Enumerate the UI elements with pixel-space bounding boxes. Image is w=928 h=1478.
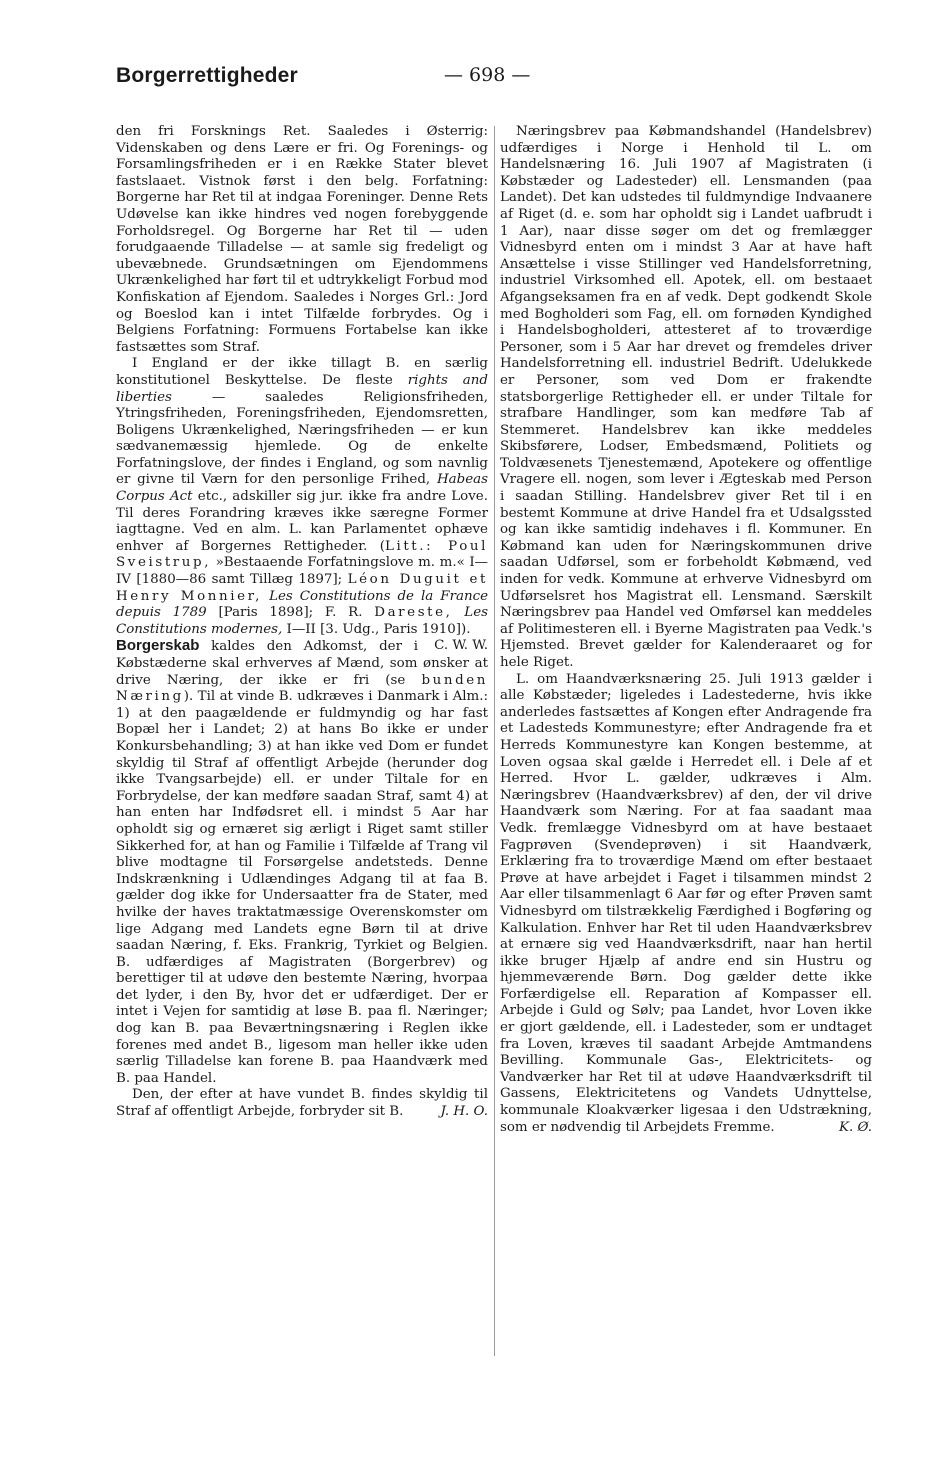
author-signature: J. H. O. bbox=[440, 1104, 488, 1120]
paragraph-text: I England er der ikke tillagt B. en særlig konstitutionel Beskyttelse. De fleste bbox=[116, 356, 488, 388]
italic-title: Les Constitutions modernes, bbox=[116, 605, 488, 637]
paragraph-text: [Paris 1898]; F. R. bbox=[206, 605, 375, 621]
paragraph-text: ). Til at vinde B. udkræves i Danmark i Alm.: 1) at den paagældende er fuldmyndig og har fast Bopæl her i Landet; 2) at hans Bo ikke er under Konkursbehandling; 3) at han ikke ved Dom er fundet skyldig til Straf af offentligt Arbejde (herunder dog ikke Tvangsarbejde) ell. er under Tiltale for en Forbrydelse, der kan medføre saadan Straf, samt 4) at han enten har Indfødsret ell. i mindst 5 Aar har opholdt sig og ernæret sig ærligt i Riget samt stiller Sikkerhed for, at han og Familie i Tilfælde af Trang vil blive modtagne til Forsørgelse andetsteds. Denne Indskrænkning i Udlændinges Adgang til at faa B. gælder dog ikke for Undersaatter fra de Stater, med hvilke der haves traktatmæssige Overenskomster om lige Adgang med Landets egne Børn til at drive saadan Næring, f. Eks. Frankrig, Tyrkiet og Belgien. B. udfærdiges af Magistraten (Borgerbrev) og berettiger til at udøve den bestemte Næring, hvorpaa det lyder, i den By, hvor det er udfærdiget. Der er intet i Vejen for samtidig at løse B. paa fl. Næringer; dog kan B. paa Beværtningsnæring i Reglen ikke forenes med andet B., ligesom man heller ikke uden særlig Tilladelse kan forene B. paa Haandværk med B. paa Handel. bbox=[116, 689, 488, 1086]
paragraph-assembly-freedom bbox=[116, 124, 488, 356]
paragraph-text: kaldes den Adkomst, der i Købstæderne skal erhverves af Mænd, som ønsker at drive Næring, der ikke er fri (se bbox=[116, 639, 488, 688]
paragraph-forfeiture bbox=[116, 1087, 488, 1120]
paragraph-text: — saaledes Religionsfriheden, Ytringsfriheden, Foreningsfriheden, Ejendomsretten, Boligens Ukrænkelighed, Næringsfriheden — er kun sædvanemæssig hjemlede. Og de enkelte Forfatningslove, der findes i England, og som navnlig er givne til Værn for den personlige Frihed, bbox=[116, 389, 488, 488]
paragraph-text bbox=[262, 589, 269, 604]
paragraph-text: Næringsbrev paa Købmandshandel (Handelsbrev) udfærdiges i Norge i Henhold til L. om Handelsnæring 16. Juli 1907 af Magistraten (i Købstæder og Ladesteder) ell. Lensmanden (paa Landet). Det kan udstedes til fuldmyndige Indvaanere af Riget (d. e. som har opholdt sig i Landet uafbrudt i 1 Aar), naar disse søger om det og fremlægger Vidnesbyrd enten om i mindst 3 Aar at have haft Ansættelse i visse Stillinger ved Handelsforretning, industriel Virksomhed ell. Apotek, ell. om bestaaet Afgangseksamen fra en af vedk. Dept godkendt Skole med Bogholderi som Fag, ell. om fornøden Kyndighed i Handelsbogholderi, attesteret af to troværdige Personer, som i 5 Aar har drevet og fremdeles driver Handelsforretning ell. industriel Bedrift. Udelukkede er Personer, som ved Dom er frakendte statsborgerlige Rettigheder ell. er under Tiltale for strafbare Handlinger, som kan medføre Tab af Stemmeret. Handelsbrev kan ikke meddeles Skibsførere, Lodser, Embedsmænd, Politiets og Toldvæsenets Tjenestemænd, Apotekere og offentlige Vragere ell. nogen, som lever i Ægteskab med Person i saadan Stilling. Handelsbrev giver Ret til i en bestemt Kommune at drive Handel fra et Udsalgssted og kan ikke samtidig indehaves i fl. Kommuner. En Købmand kan uden for Næringskommunen drive saadan Udførsel, som er forbeholdt Købmænd, ved inden for vedk. Kommune at erhverve Vidnesbyrd om Udførselsret hos Magistrat ell. Lensmand. Særskilt Næringsbrev paa Handel ved Omførsel kan meddeles af Politimesteren ell. i Byerne Magistraten paa Vedk.'s Hjemsted. Brevet gælder for Kalenderaaret og for hele Riget. bbox=[500, 124, 872, 670]
paragraph-text: L. om Haandværksnæring 25. Juli 1913 gælder i alle Købstæder; ligeledes i Ladestederne, hvis ikke anderledes fastsættes af Kongen efter Andragende fra et Ladesteds Kommunestyre; efter Andragende fra et Herreds Kommunestyre kan Kongen bestemme, at Loven ogsaa skal gælde i Herredet ell. i Dele af et Herred. Hvor L. gælder, udkræves i Alm. Næringsbrev (Haandværksbrev) af den, der vil drive Haandværk som Næring. For at faa saadant maa Vedk. fremlægge Vidnesbyrd om at have bestaaet Fagprøven (Svendeprøven) i sit Haandværk, Erklæring fra to troværdige Mænd om efter bestaaet Prøve at have arbejdet i Faget i tilsammen mindst 2 Aar eller tilsammenlagt 6 Aar før og efter Prøven samt Vidnesbyrd om tilstrækkelig Færdighed i Bogføring og Kalkulation. Enhver har Ret til uden Haandværksbrev at ernære sig ved Haandværksdrift, naar han hertil ikke bruger Hjælp af andre end sin Hustru og hjemmeværende Børn. Dog gælder dette ikke Forfærdigelse ell. Reparation af Kompasser ell. Arbejde i Guld og Sølv; paa Landet, hvor Loven ikke er gjort gældende, ell. i Ladesteder, som er undtaget fra Loven, kræves til saadant Arbejde Amtmandens Bevilling. Kommunale Gas-, Elektricitets- og Vandværker har Ret til at udøve Haandværksdrift til Gassens, Elektricitetens og Vandets Udnyttelse, kommunale Kloakværker ligesaa i den Udstrækning, som er nødvendig til Arbejdets Fremme. bbox=[500, 671, 872, 1135]
right-column bbox=[500, 124, 872, 1136]
paragraph-trade-licence bbox=[500, 124, 872, 672]
author-signature: K. Ø. bbox=[839, 1119, 872, 1135]
column-divider bbox=[494, 126, 495, 1356]
entry-borgerskab bbox=[116, 638, 488, 1087]
spaced-author: Léon Duguit et Henry Monnier, bbox=[116, 572, 488, 604]
paragraph-text: etc., adskiller sig jur. ikke fra andre Love. Til deres Forandring kræves ikke særegne Former iagttagne. Ved en alm. L. kan Parlamentet ophæve enhver af Borgernes Rettigheder. ( bbox=[116, 489, 488, 554]
spaced-author: Dareste, bbox=[374, 605, 453, 621]
page-header bbox=[116, 64, 876, 98]
paragraph-craft-licence bbox=[500, 672, 872, 1137]
page-number: — 698 — bbox=[444, 64, 531, 86]
italic-term: Habeas Corpus Act bbox=[116, 472, 488, 505]
entry-headword: Borgerskab bbox=[116, 637, 200, 655]
running-head: Borgerrettigheder bbox=[116, 64, 298, 87]
spaced-author: Litt.: Poul Sveistrup, bbox=[116, 538, 489, 571]
paragraph-text: I—II [3. Udg., Paris 1910]). bbox=[282, 621, 471, 637]
author-signature: C. W. W. bbox=[434, 638, 488, 654]
paragraph-text bbox=[453, 605, 465, 620]
paragraph-text: »Bestaaende Forfatningslove m. m.« I—IV [1880—86 samt Tillæg 1897]; bbox=[116, 555, 488, 588]
paragraph-text: den fri Forsknings Ret. Saaledes i Østerrig: Videnskaben og dens Lære er fri. Og Forenings- og Forsamlingsfriheden er i en Række Stater blevet fastslaaet. Vistnok først i den belg. Forfatning: Borgerne har Ret til at indgaa Foreninger. Denne Rets Udøvelse kan ikke hindres ved nogen forebyggende Forholdsregel. Og Borgerne har Ret til — uden forudgaaende Tilladelse — at samle sig fredeligt og ubevæbnede. Grundsætningen om Ejendommens Ukrænkelighed har ført til et udtrykkeligt Forbud mod Konfiskation af Ejendom. Saaledes i Norges Grl.: Jord og Boeslod kan i intet Tilfælde forbrydes. Og i Belgiens Forfatning: Formuens Fortabelse kan ikke fastsættes som Straf. bbox=[116, 124, 488, 355]
italic-term: rights and liberties bbox=[116, 372, 488, 405]
paragraph-text: Den, der efter at have vundet B. findes skyldig til Straf af offentligt Arbejde, forbryder sit B. bbox=[116, 1087, 488, 1120]
cross-reference: bunden Næring bbox=[116, 672, 488, 705]
left-column bbox=[116, 124, 488, 1121]
italic-title: Les Constitutions de la France depuis 1789 bbox=[116, 588, 488, 621]
